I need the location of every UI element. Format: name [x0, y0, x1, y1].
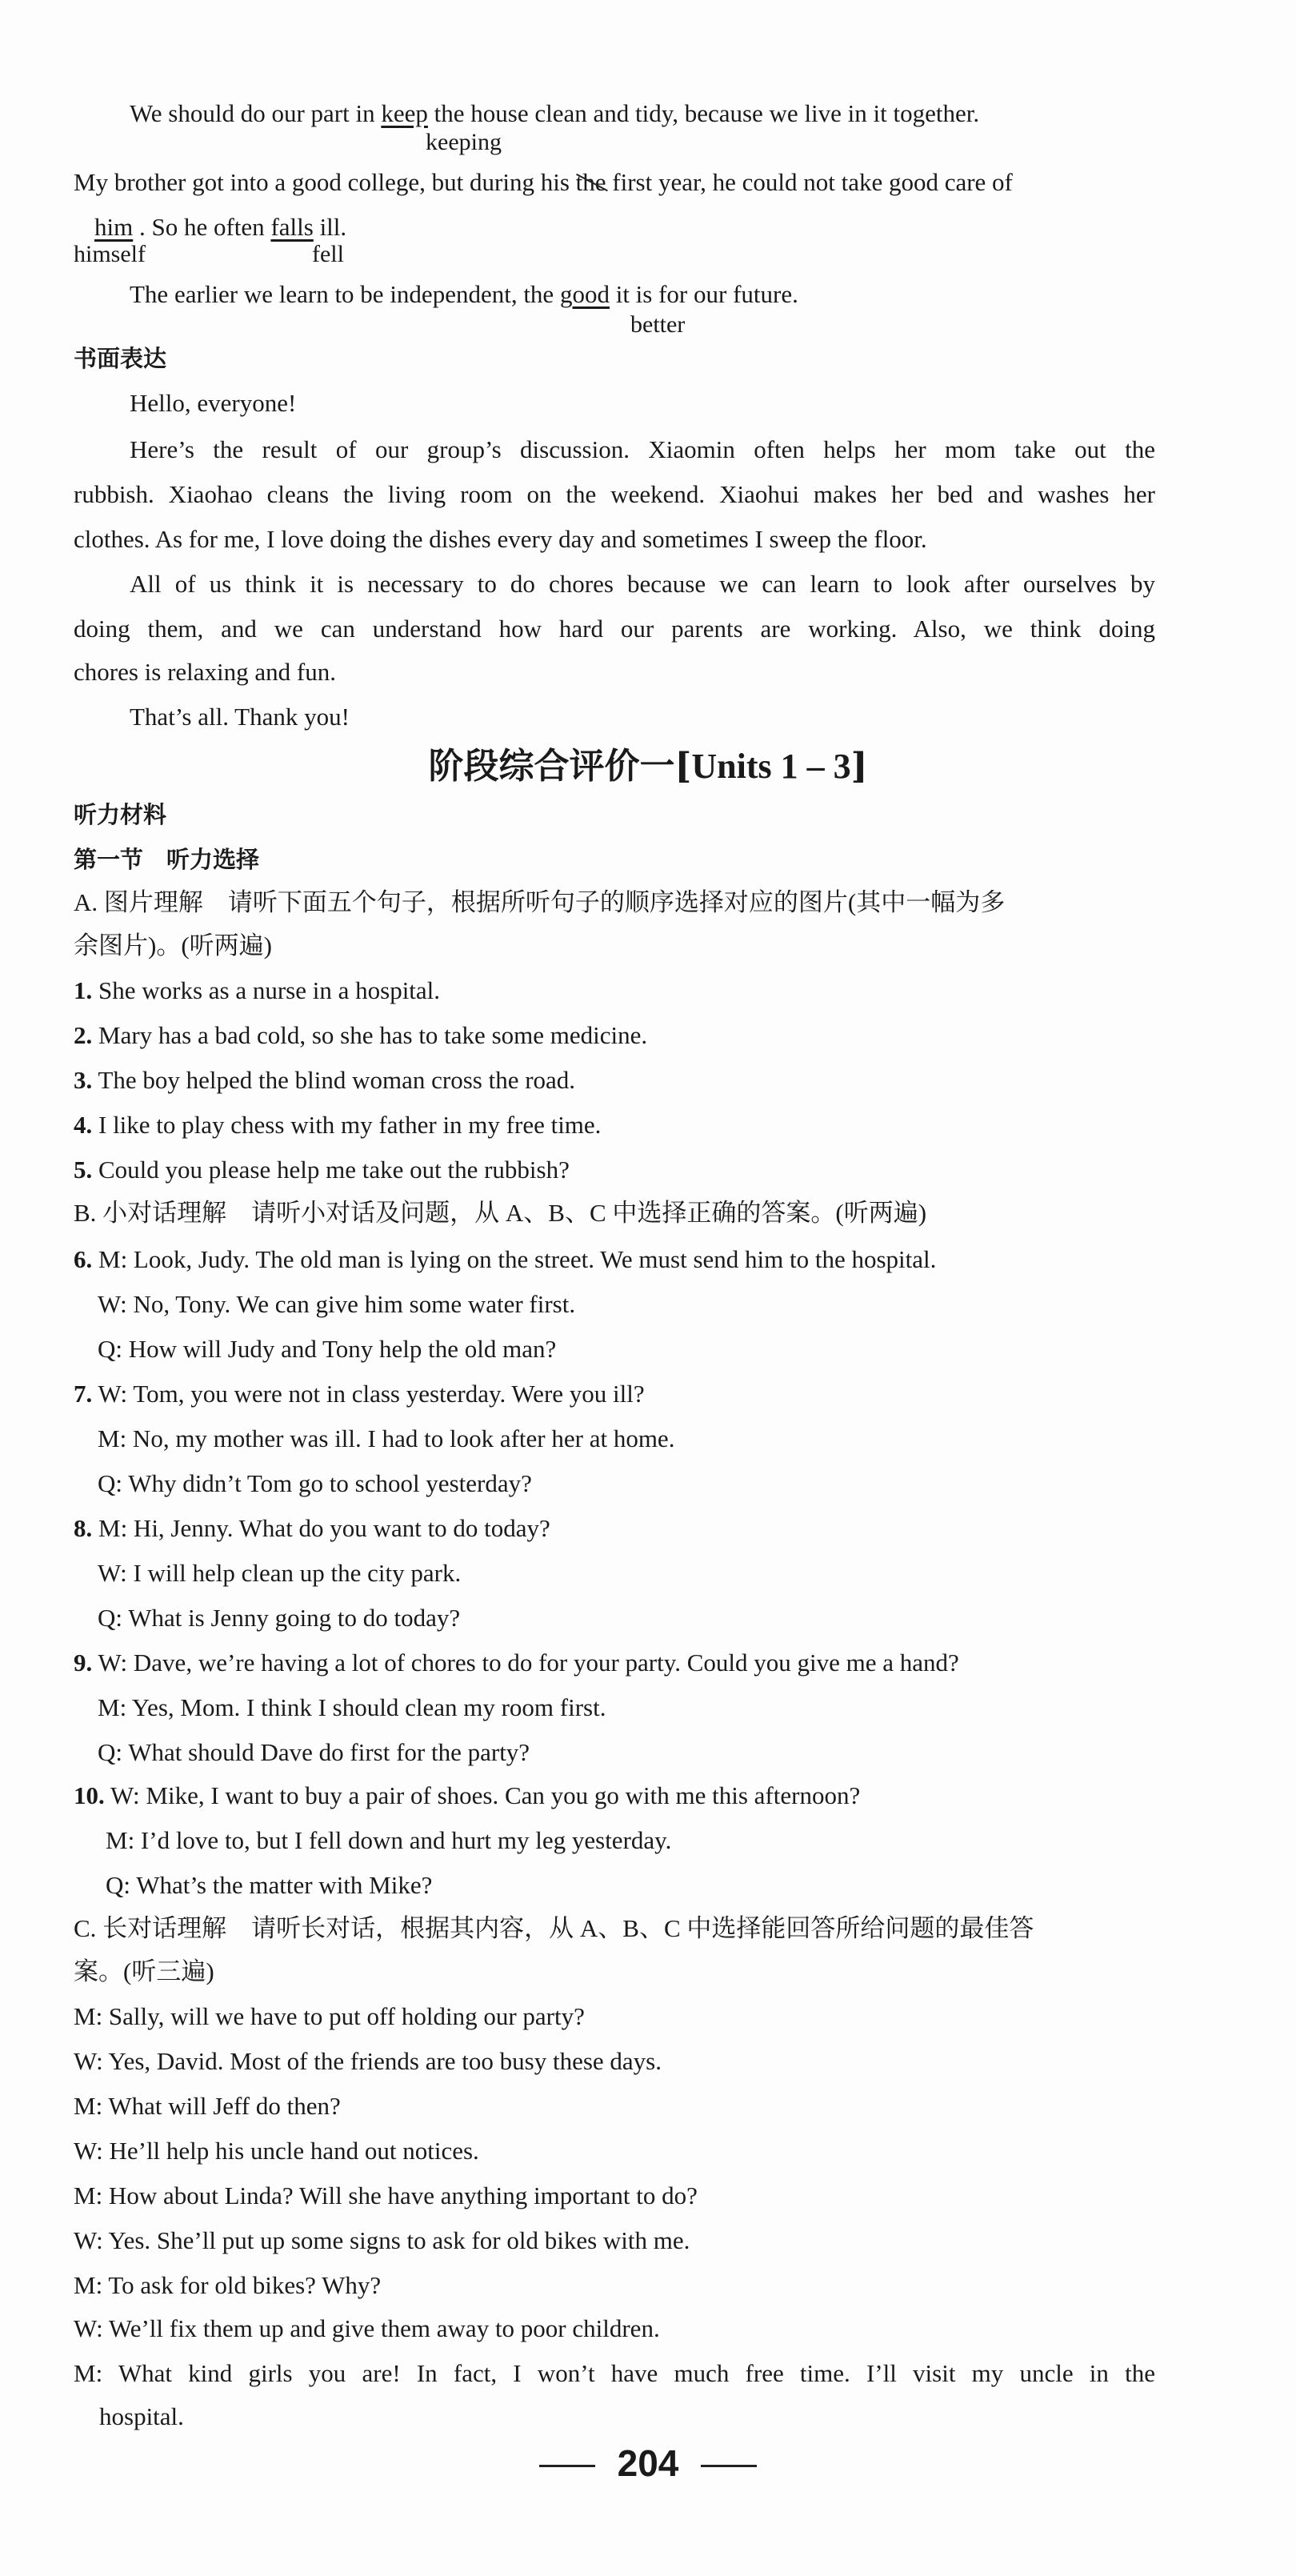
dialogue-line: W: Mike, I want to buy a pair of shoes. Can you go with me this afternoon? [104, 1781, 861, 1809]
item-number: 8. [74, 1514, 93, 1542]
bracket: ] [850, 746, 868, 787]
page-number-text: 204 [617, 2442, 679, 2484]
text: it is for our future. [609, 280, 798, 308]
units: Units 1 – 3 [691, 747, 851, 786]
part-b-instruction: B. 小对话理解 请听小对话及问题，从 A、B、C 中选择正确的答案。(听两遍) [74, 1199, 927, 1227]
item-number: 5. [74, 1156, 93, 1184]
writing-p2-line: All of us think it is necessary to do chores because we can learn to look after ourselves by [130, 570, 1155, 598]
item-text: I like to play chess with my father in my free time. [92, 1111, 602, 1139]
item-text: The boy helped the blind woman cross the road. [92, 1066, 576, 1094]
b-item-question: Q: What is Jenny going to do today? [98, 1604, 461, 1632]
item-number: 4. [74, 1111, 93, 1139]
text: ill. [313, 213, 347, 241]
item-number: 9. [74, 1649, 93, 1677]
dialogue-line: M: Hi, Jenny. What do you want to do today? [92, 1514, 550, 1542]
wrong-word: him [94, 213, 134, 241]
dash-left [539, 2465, 595, 2467]
text: The earlier we learn to be independent, the [130, 280, 560, 308]
b-item [74, 1778, 860, 1813]
a-item [74, 1018, 647, 1053]
a-item [74, 1063, 575, 1098]
dialogue-line: M: What kind girls you are! In fact, I won’t have much free time. I’ll visit my uncle in the [74, 2359, 1155, 2387]
text: the house clean and tidy, because we live in it together. [427, 99, 980, 127]
page-number [0, 2439, 1296, 2487]
writing-p2-line: doing them, and we can understand how hard our parents are working. Also, we think doing [74, 615, 1155, 643]
correction-fix: better [630, 311, 686, 338]
correction-fix: keeping [426, 129, 502, 155]
b-item [74, 1376, 645, 1412]
b-item [74, 1242, 936, 1277]
b-item-line: M: No, my mother was ill. I had to look after her at home. [98, 1424, 675, 1452]
correction-sentence-1 [130, 96, 979, 131]
item-number: 3. [74, 1066, 93, 1094]
title-cn: 阶段综合评价一 [428, 746, 675, 787]
b-item-line: W: I will help clean up the city park. [98, 1559, 462, 1587]
item-number: 1. [74, 976, 93, 1004]
wrong-word: good [559, 280, 610, 308]
b-item-question: Q: What should Dave do first for the party? [98, 1738, 530, 1766]
dialogue-line: W: He’ll help his uncle hand out notices. [74, 2137, 479, 2165]
wrong-word: falls [270, 213, 314, 241]
listening-part1: 第一节 听力选择 [74, 846, 260, 873]
writing-p1-line: Here’s the result of our group’s discussion. Xiaomin often helps her mom take out the [130, 435, 1155, 463]
dialogue-line: W: Tom, you were not in class yesterday. Were you ill? [92, 1380, 645, 1408]
dialogue-line: W: We’ll fix them up and give them away to poor children. [74, 2314, 660, 2342]
dash-right [701, 2465, 757, 2467]
b-item-question: Q: Why didn’t Tom go to school yesterday? [98, 1469, 532, 1497]
text: My brother got into a good college, but during his [74, 168, 576, 196]
struck-word: the [576, 165, 606, 200]
dialogue-line: M: To ask for old bikes? Why? [74, 2271, 382, 2299]
a-item [74, 973, 440, 1008]
item-text: Mary has a bad cold, so she has to take some medicine. [92, 1021, 648, 1049]
dialogue-line: W: Yes, David. Most of the friends are too busy these days. [74, 2047, 662, 2075]
writing-p1-line: rubbish. Xiaohao cleans the living room on the weekend. Xiaohui makes her bed and washes her [74, 480, 1155, 508]
text: . So he often [133, 213, 271, 241]
writing-closing: That’s all. Thank you! [130, 703, 350, 731]
text: We should do our part in [130, 99, 382, 127]
correction-fix: himself [74, 241, 146, 267]
text: first year, he could not take good care of [606, 168, 1013, 196]
bracket: [ [674, 746, 692, 787]
part-c-instruction: C. 长对话理解 请听长对话，根据其内容，从 A、B、C 中选择能回答所给问题的最佳答 [74, 1914, 1034, 1942]
dialogue-line: M: Look, Judy. The old man is lying on the street. We must send him to the hospital. [92, 1245, 937, 1273]
writing-greeting: Hello, everyone! [130, 389, 297, 417]
part-a-instruction: 余图片)。(听两遍) [74, 931, 272, 959]
item-number: 6. [74, 1245, 93, 1273]
b-item-line: M: Yes, Mom. I think I should clean my room first. [98, 1693, 606, 1721]
item-text: Could you please help me take out the rubbish? [92, 1156, 570, 1184]
writing-p2-line: chores is relaxing and fun. [74, 658, 336, 686]
b-item-line: W: No, Tony. We can give him some water first. [98, 1290, 576, 1318]
listening-label: 听力材料 [74, 801, 167, 828]
dialogue-line: M: How about Linda? Will she have anything important to do? [74, 2181, 698, 2209]
a-item [74, 1152, 570, 1188]
writing-label: 书面表达 [74, 345, 167, 372]
item-number: 10. [74, 1781, 105, 1809]
dialogue-line: M: What will Jeff do then? [74, 2092, 341, 2120]
dialogue-line: W: Yes. She’ll put up some signs to ask for old bikes with me. [74, 2226, 690, 2254]
b-item-line: M: I’d love to, but I fell down and hurt my leg yesterday. [106, 1826, 672, 1854]
correction-sentence-2-line-1 [74, 165, 1013, 200]
part-c-instruction: 案。(听三遍) [74, 1957, 214, 1985]
dialogue-line: hospital. [99, 2402, 184, 2430]
a-item [74, 1108, 601, 1143]
writing-p1-line: clothes. As for me, I love doing the dishes every day and sometimes I sweep the floor. [74, 525, 927, 553]
dialogue-line: W: Dave, we’re having a lot of chores to do for your party. Could you give me a hand? [92, 1649, 959, 1677]
part-a-instruction: A. 图片理解 请听下面五个句子，根据所听句子的顺序选择对应的图片(其中一幅为多 [74, 888, 1006, 916]
correction-sentence-3 [130, 277, 798, 312]
section-title [0, 743, 1296, 791]
item-number: 7. [74, 1380, 93, 1408]
b-item-question: Q: What’s the matter with Mike? [106, 1871, 433, 1899]
dialogue-line: M: Sally, will we have to put off holding our party? [74, 2002, 585, 2030]
item-number: 2. [74, 1021, 93, 1049]
correction-fix: fell [312, 241, 344, 267]
item-text: She works as a nurse in a hospital. [92, 976, 441, 1004]
b-item [74, 1645, 959, 1681]
b-item [74, 1511, 550, 1546]
wrong-word: keep [381, 99, 428, 127]
b-item-question: Q: How will Judy and Tony help the old man? [98, 1335, 557, 1363]
